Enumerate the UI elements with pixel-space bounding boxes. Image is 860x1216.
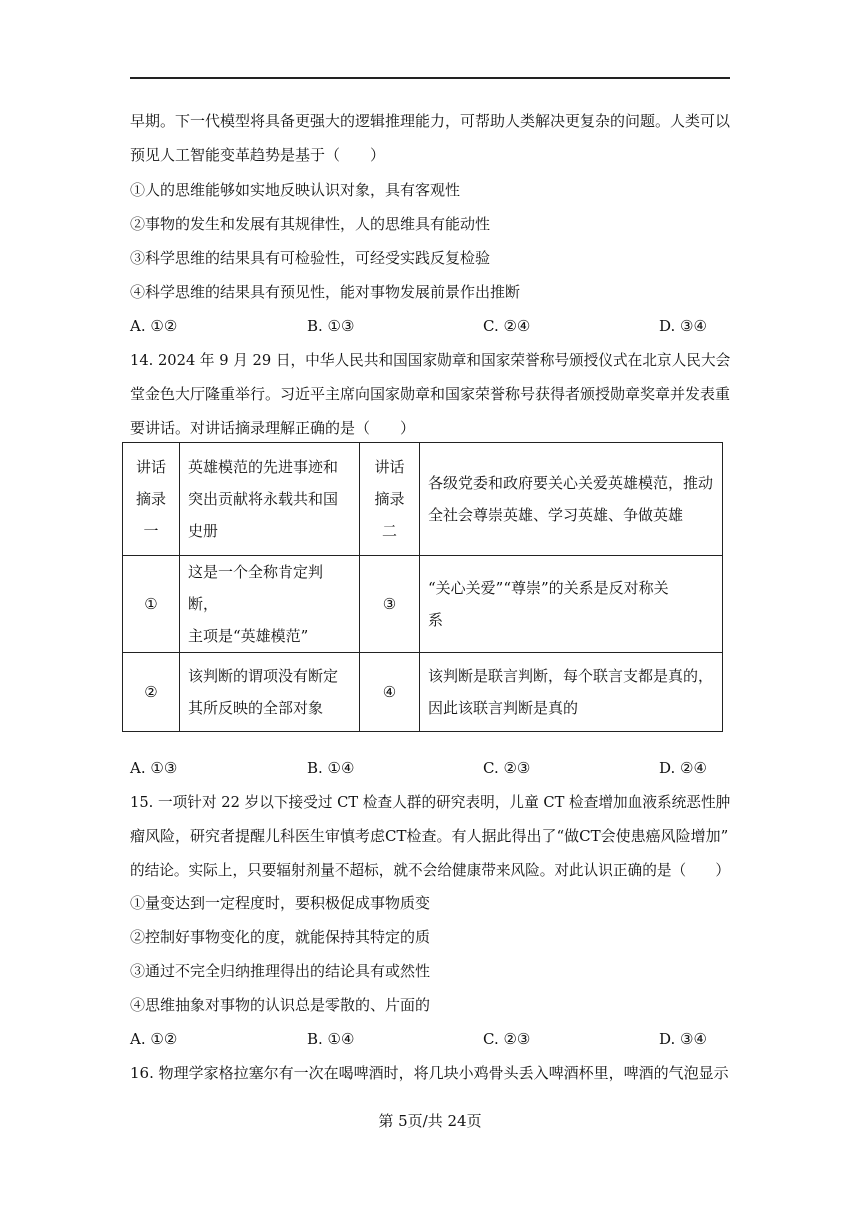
q14-option-a[interactable]: A. ①③: [130, 759, 178, 777]
q13-option-a[interactable]: A. ①②: [130, 317, 178, 335]
speech-excerpt-table: [122, 442, 723, 732]
q13-statement-1: ①人的思维能够如实地反映认识对象，具有客观性: [130, 181, 461, 199]
q15-stem-line-2: 瘤风险，研究者提醒儿科医生审慎考虑CT检查。有人据此得出了“做CT会使患癌风险增加”: [130, 827, 729, 845]
statement-2-text: 该判断的谓项没有断定 其所反映的全部对象: [180, 653, 360, 732]
q15-option-d[interactable]: D. ③④: [659, 1030, 707, 1048]
q14-stem-line-1: 14. 2024 年 9 月 29 日，中华人民共和国国家勋章和国家荣誉称号颁授仪式在北京人民大会: [130, 351, 731, 369]
q15-option-c[interactable]: C. ②③: [483, 1030, 531, 1048]
q15-statement-2: ②控制好事物变化的度，就能保持其特定的质: [130, 928, 431, 946]
q13-statement-4: ④科学思维的结果具有预见性，能对事物发展前景作出推断: [130, 283, 521, 301]
q13-option-b[interactable]: B. ①③: [307, 317, 355, 335]
statement-2-number: ②: [123, 653, 180, 732]
page-footer: 第 5页/共 24页: [378, 1112, 482, 1130]
q14-option-c[interactable]: C. ②③: [483, 759, 531, 777]
statement-1-number: ①: [123, 556, 180, 653]
statement-4-text: 该判断是联言判断，每个联言支都是真的， 因此该联言判断是真的: [420, 653, 723, 732]
q15-option-a[interactable]: A. ①②: [130, 1030, 178, 1048]
statement-4-number: ④: [360, 653, 420, 732]
q14-stem-line-3: 要讲话。对讲话摘录理解正确的是（ ）: [130, 419, 416, 437]
statement-3-number: ③: [360, 556, 420, 653]
table-row: [123, 653, 723, 732]
q13-option-d[interactable]: D. ③④: [659, 317, 707, 335]
q16-stem-line-1: 16. 物理学家格拉塞尔有一次在喝啤酒时，将几块小鸡骨头丢入啤酒杯里，啤酒的气泡显示: [130, 1064, 729, 1082]
q14-options: [130, 758, 730, 778]
header-rule: [130, 77, 730, 79]
q13-option-c[interactable]: C. ②④: [483, 317, 531, 335]
q15-statement-4: ④思维抽象对事物的认识总是零散的、片面的: [130, 996, 431, 1014]
excerpt-1-text: 英雄模范的先进事迹和 突出贡献将永载共和国 史册: [180, 443, 360, 556]
q14-option-d[interactable]: D. ②④: [659, 759, 707, 777]
q13-stem-line-2: 预见人工智能变革趋势是基于（ ）: [130, 146, 386, 164]
excerpt-1-label: 讲话 摘录 一: [123, 443, 180, 556]
q14-stem-line-2: 堂金色大厅隆重举行。习近平主席向国家勋章和国家荣誉称号获得者颁授勋章奖章并发表重: [130, 385, 731, 403]
excerpt-2-text: 各级党委和政府要关心关爱英雄模范，推动 全社会尊崇英雄、学习英雄、争做英雄: [420, 443, 723, 556]
statement-3-text: “关心关爱”“尊崇”的关系是反对称关 系: [420, 556, 723, 653]
q13-stem-line-1: 早期。下一代模型将具备更强大的逻辑推理能力，可帮助人类解决更复杂的问题。人类可以: [130, 112, 731, 130]
q15-stem-line-1: 15. 一项针对 22 岁以下接受过 CT 检查人群的研究表明，儿童 CT 检查增加血液系统恶性肿: [130, 793, 731, 811]
q15-options: [130, 1029, 730, 1049]
q13-statement-2: ②事物的发生和发展有其规律性，人的思维具有能动性: [130, 215, 491, 233]
q15-option-b[interactable]: B. ①④: [307, 1030, 355, 1048]
q15-statement-1: ①量变达到一定程度时，要积极促成事物质变: [130, 894, 431, 912]
q13-statement-3: ③科学思维的结果具有可检验性，可经受实践反复检验: [130, 249, 491, 267]
table-row: [123, 556, 723, 653]
statement-1-text: 这是一个全称肯定判断， 主项是“英雄模范”: [180, 556, 360, 653]
q15-stem-line-3: 的结论。实际上，只要辐射剂量不超标，就不会给健康带来风险。对此认识正确的是（ ）: [130, 861, 731, 879]
q14-option-b[interactable]: B. ①④: [307, 759, 355, 777]
excerpt-2-label: 讲话 摘录 二: [360, 443, 420, 556]
q15-statement-3: ③通过不完全归纳推理得出的结论具有或然性: [130, 962, 431, 980]
q13-options: [130, 316, 730, 336]
table-header-row: [123, 443, 723, 556]
